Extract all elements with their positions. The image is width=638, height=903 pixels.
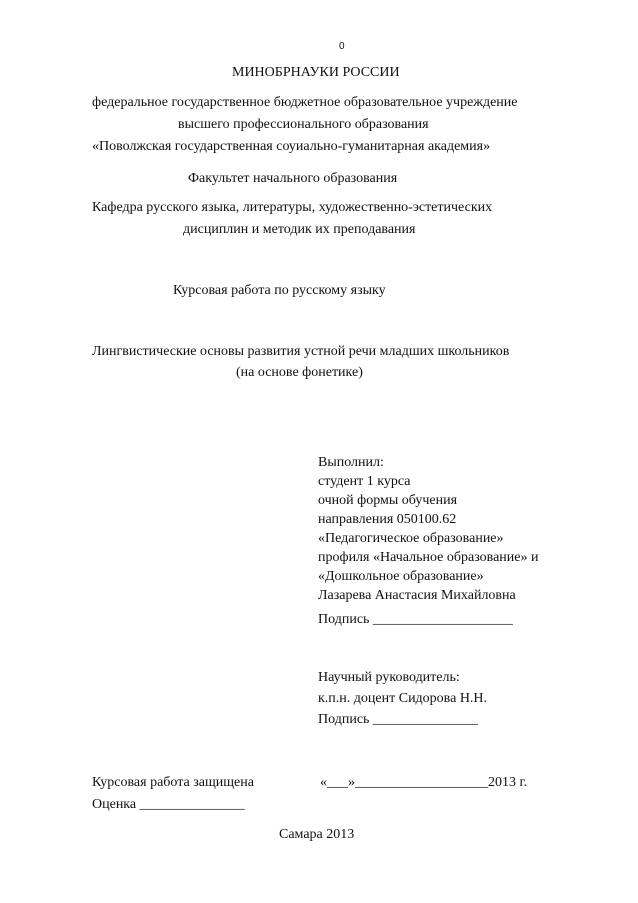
author-line: очной формы обучения [318,493,458,508]
topic-line-2: (на основе фонетике) [236,365,363,380]
author-signature: Подпись ____________________ [318,612,513,627]
author-line: «Педагогическое образование» [318,531,504,546]
author-heading: Выполнил: [318,455,384,470]
institution-line-1: федеральное государственное бюджетное образовательное учреждение [92,95,518,110]
supervisor-signature: Подпись _______________ [318,712,478,727]
institution-line-3: «Поволжская государственная соуиально-гуманитарная академия» [92,139,491,154]
grade-line: Оценка _______________ [92,797,245,812]
author-line: «Дошкольное образование» [318,569,484,584]
city-year: Самара 2013 [279,827,355,842]
work-type: Курсовая работа по русскому языку [173,283,386,298]
author-line: направления 050100.62 [318,512,457,527]
institution-line-2: высшего профессионального образования [178,117,429,132]
page-number: 0 [339,41,345,52]
faculty-name: Факультет начального образования [188,171,398,186]
topic-line-1: Лингвистические основы развития устной речи младших школьников [92,344,510,359]
department-line-2: дисциплин и методик их преподавания [183,222,416,237]
author-line: профиля «Начальное образование» и [318,550,539,565]
author-name: Лазарева Анастасия Михайловна [318,588,516,603]
defense-label: Курсовая работа защищена [92,775,254,790]
supervisor-heading: Научный руководитель: [318,670,460,685]
defense-date: «___»___________________2013 г. [320,775,528,790]
department-line-1: Кафедра русского языка, литературы, художественно-эстетических [92,200,493,215]
supervisor-name: к.п.н. доцент Сидорова Н.Н. [318,691,488,706]
author-line: студент 1 курса [318,474,411,489]
ministry-title: МИНОБРНАУКИ РОССИИ [232,65,400,80]
